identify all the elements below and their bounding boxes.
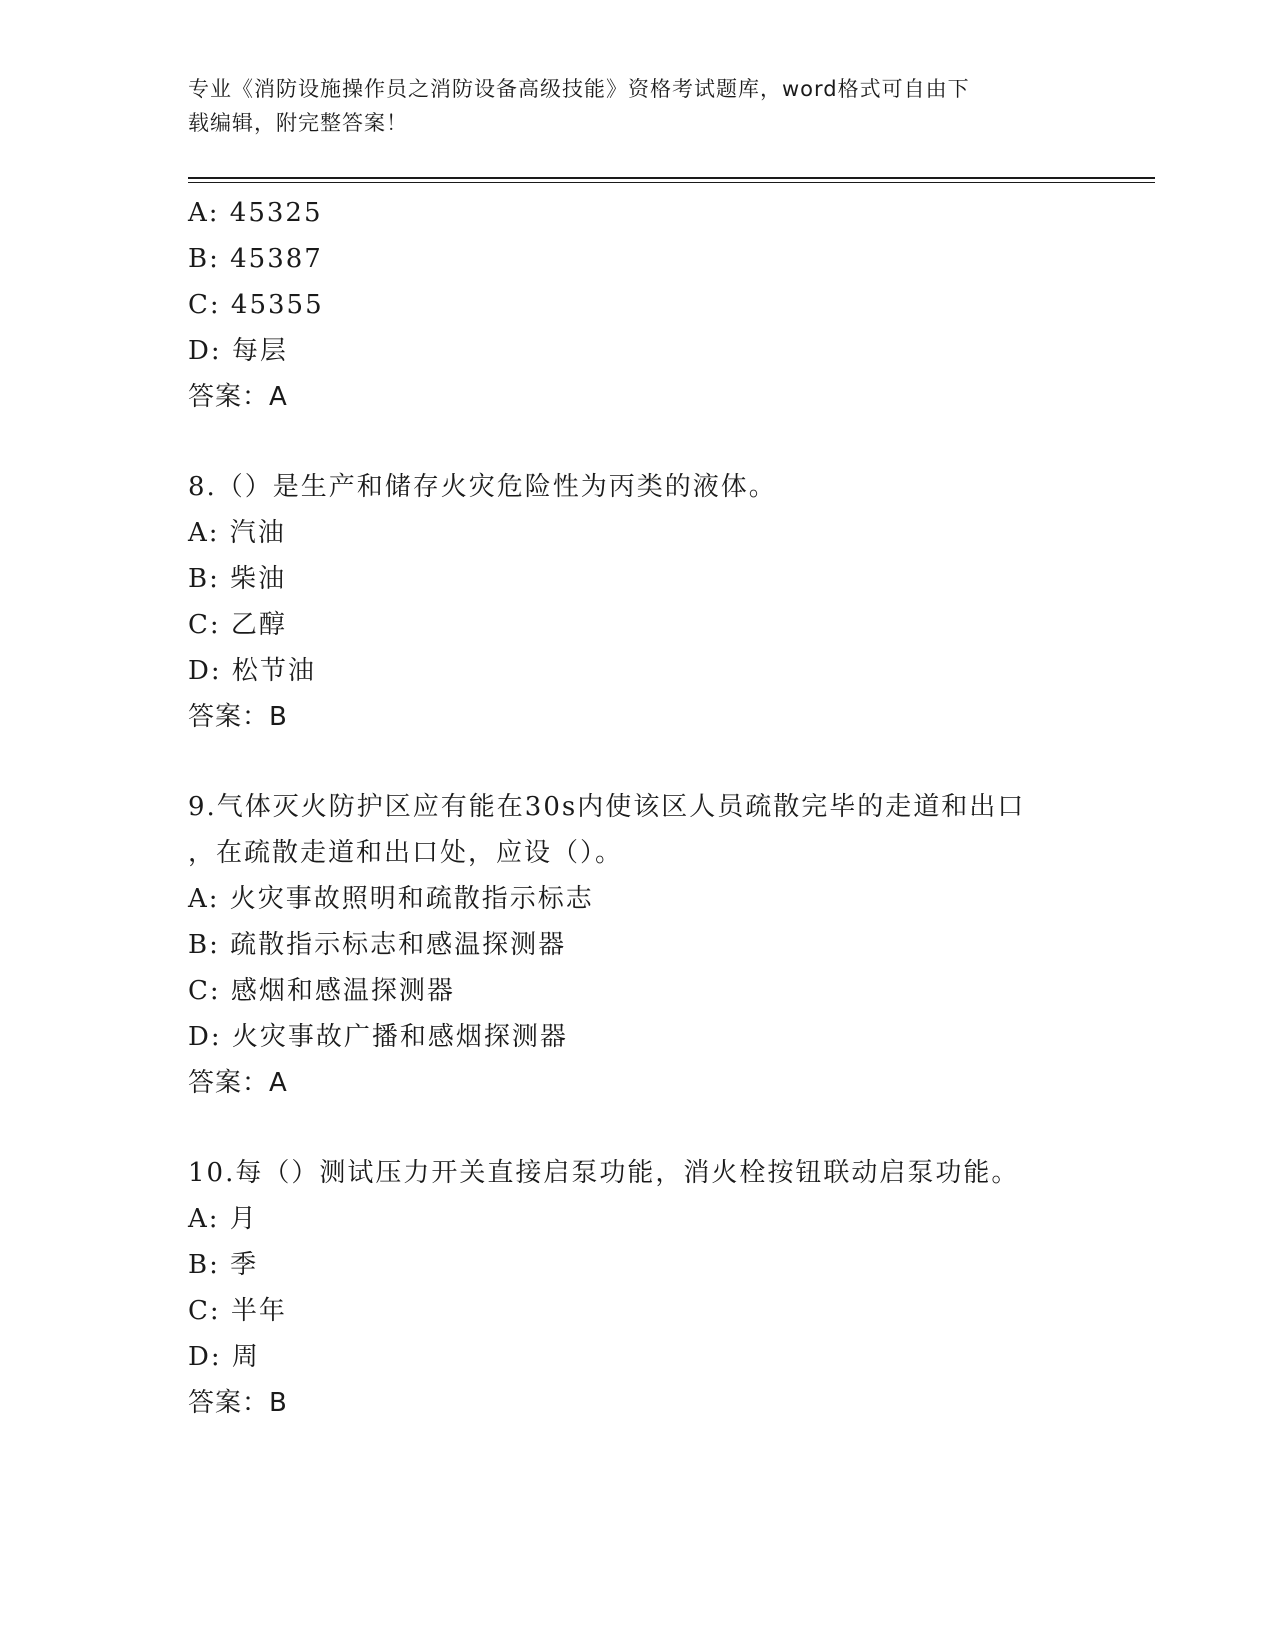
question-list <box>188 190 1088 1426</box>
option-d: D: 松节油 <box>188 656 316 686</box>
header-line-2: 载编辑，附完整答案！ <box>188 111 408 135</box>
question-block-10 <box>188 1150 1088 1426</box>
spacer <box>188 420 1088 464</box>
option-c: C: 45355 <box>188 290 324 320</box>
option-c: C: 半年 <box>188 1296 287 1326</box>
header-divider-thin <box>188 182 1155 183</box>
question-block-9 <box>188 784 1088 1106</box>
option-a: A: 汽油 <box>188 518 286 548</box>
option-c: C: 感烟和感温探测器 <box>188 976 455 1006</box>
option-d: D: 每层 <box>188 336 288 366</box>
answer-line: 答案：B <box>188 702 288 732</box>
option-a: A: 45325 <box>188 198 323 228</box>
question-text: 10.每（）测试压力开关直接启泵功能，消火栓按钮联动启泵功能。 <box>188 1158 1020 1188</box>
question-block-8 <box>188 464 1088 740</box>
spacer <box>188 1106 1088 1150</box>
option-b: B: 季 <box>188 1250 259 1280</box>
option-b: B: 疏散指示标志和感温探测器 <box>188 930 567 960</box>
option-c: C: 乙醇 <box>188 610 287 640</box>
answer-line: 答案：A <box>188 382 288 412</box>
option-b: B: 45387 <box>188 244 323 274</box>
header-line-1: 专业《消防设施操作员之消防设备高级技能》资格考试题库，word格式可自由下 <box>188 77 970 101</box>
spacer <box>188 740 1088 784</box>
question-text-line-1: 9.气体灭火防护区应有能在30s内使该区人员疏散完毕的走道和出口 <box>188 792 1026 822</box>
option-a: A: 火灾事故照明和疏散指示标志 <box>188 884 594 914</box>
option-d: D: 火灾事故广播和感烟探测器 <box>188 1022 568 1052</box>
option-a: A: 月 <box>188 1204 258 1234</box>
option-d: D: 周 <box>188 1342 260 1372</box>
question-text: 8.（）是生产和储存火灾危险性为丙类的液体。 <box>188 472 777 502</box>
header-divider-thick <box>188 177 1155 179</box>
question-text-line-2: ，在疏散走道和出口处，应设（）。 <box>188 838 624 868</box>
answer-line: 答案：A <box>188 1068 288 1098</box>
question-block-7 <box>188 190 1088 420</box>
answer-line: 答案：B <box>188 1388 288 1418</box>
document-header <box>188 72 1068 140</box>
option-b: B: 柴油 <box>188 564 287 594</box>
